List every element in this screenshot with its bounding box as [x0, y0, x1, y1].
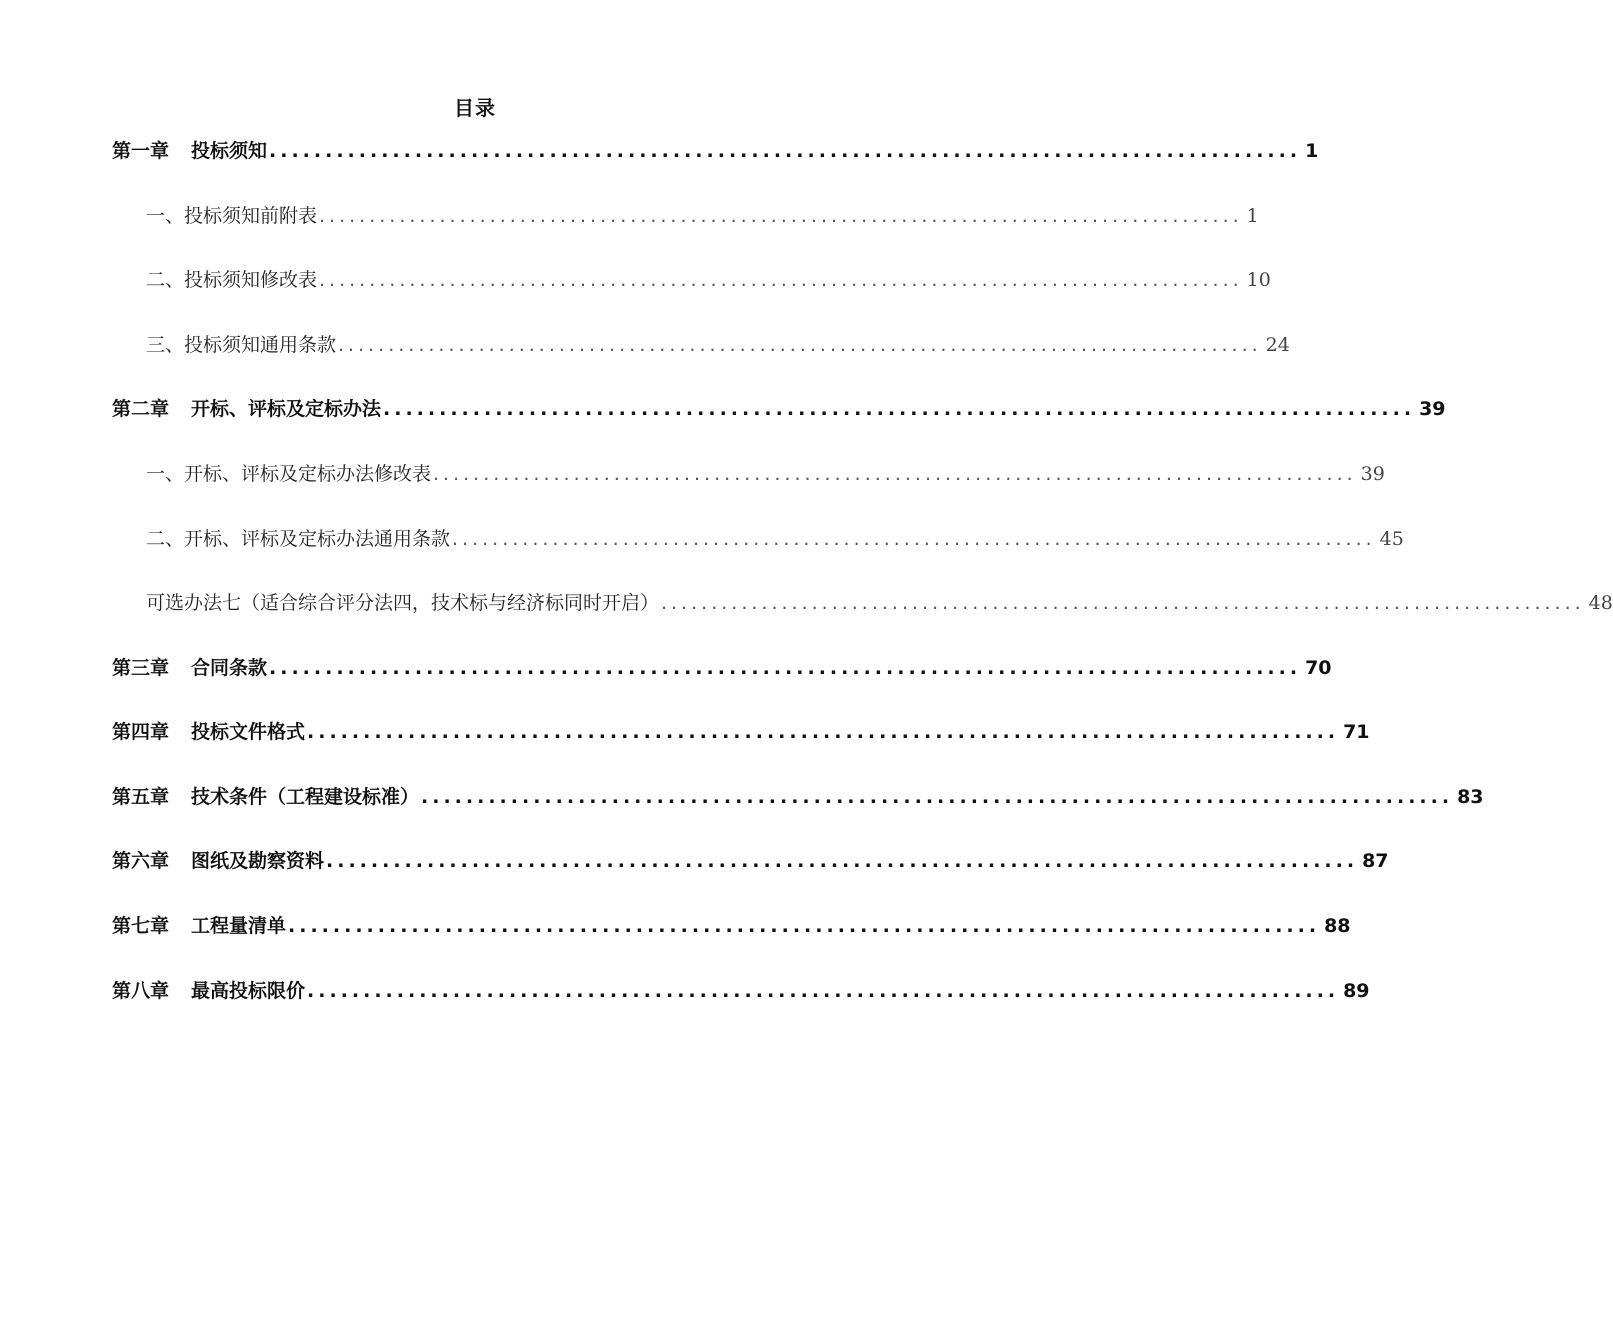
dot-leader: ............................................................................................ — [269, 140, 1302, 162]
section-title: 一、开标、评标及定标办法修改表 — [146, 463, 432, 485]
chapter-number: 第七章 — [112, 915, 170, 937]
toc-entry-section[interactable] — [112, 265, 1271, 305]
page-number: 48 — [1588, 592, 1613, 614]
chapter-title: 投标须知 — [191, 140, 268, 162]
dot-leader: ............................................................................................ — [269, 657, 1302, 679]
toc-entry-section[interactable] — [112, 588, 1613, 628]
chapter-number: 第二章 — [112, 398, 170, 420]
chapter-number: 第一章 — [112, 140, 170, 162]
toc-entry-section[interactable] — [112, 459, 1385, 499]
chapter-title: 最高投标限价 — [191, 980, 306, 1002]
chapter-number: 第六章 — [112, 850, 170, 872]
page-number: 88 — [1324, 915, 1351, 937]
chapter-number: 第四章 — [112, 721, 170, 743]
page-number: 70 — [1305, 657, 1332, 679]
chapter-number: 第八章 — [112, 980, 170, 1002]
page-number: 1 — [1305, 140, 1319, 162]
dot-leader: ............................................................................................ — [326, 850, 1359, 872]
toc-entry-label — [112, 717, 305, 744]
toc-entry-section[interactable] — [112, 201, 1259, 241]
toc-entry-chapter-3[interactable] — [112, 653, 1332, 693]
dot-leader: ............................................................................................ — [383, 398, 1416, 420]
dot-leader: ............................................................................................ — [319, 269, 1243, 291]
toc-entry-chapter-8[interactable] — [112, 976, 1370, 1016]
toc-entry-chapter-7[interactable] — [112, 911, 1351, 951]
toc-entry-label — [112, 846, 324, 873]
toc-entry-label — [112, 653, 267, 680]
toc-entry-section[interactable] — [112, 330, 1290, 370]
dot-leader: ............................................................................................ — [338, 334, 1262, 356]
chapter-number: 第五章 — [112, 786, 170, 808]
chapter-title: 图纸及勘察资料 — [191, 850, 325, 872]
dot-leader: ............................................................................................ — [319, 205, 1243, 227]
chapter-number: 第三章 — [112, 657, 170, 679]
toc-entry-chapter-1[interactable] — [112, 136, 1319, 176]
dot-leader: ............................................................................................ — [307, 721, 1340, 743]
toc-entry-label — [112, 136, 267, 163]
chapter-title: 开标、评标及定标办法 — [191, 398, 382, 420]
chapter-title: 合同条款 — [191, 657, 268, 679]
toc-entry-chapter-4[interactable] — [112, 717, 1370, 757]
section-title: 二、投标须知修改表 — [146, 269, 318, 291]
page-number: 87 — [1362, 850, 1389, 872]
toc-title: 目录 — [454, 96, 496, 120]
chapter-title: 工程量清单 — [191, 915, 287, 937]
dot-leader: ............................................................................................ — [421, 786, 1454, 808]
dot-leader: ............................................................................................ — [288, 915, 1321, 937]
page-number: 89 — [1343, 980, 1370, 1002]
dot-leader: ............................................................................................ — [433, 463, 1357, 485]
page-number: 45 — [1379, 528, 1404, 550]
section-title: 二、开标、评标及定标办法通用条款 — [146, 528, 451, 550]
section-title: 一、投标须知前附表 — [146, 205, 318, 227]
chapter-title: 投标文件格式 — [191, 721, 306, 743]
page-number: 83 — [1457, 786, 1484, 808]
toc-entry-label — [112, 394, 381, 421]
dot-leader: ............................................................................................ — [661, 592, 1585, 614]
toc-entry-chapter-2[interactable] — [112, 394, 1446, 434]
toc-entry-chapter-5[interactable] — [112, 782, 1484, 822]
page-number: 10 — [1246, 269, 1271, 291]
page-number: 39 — [1360, 463, 1385, 485]
toc-entry-chapter-6[interactable] — [112, 846, 1389, 886]
page-number: 1 — [1246, 205, 1259, 227]
toc-entry-label — [112, 782, 419, 809]
page-number: 71 — [1343, 721, 1370, 743]
dot-leader: ............................................................................................ — [452, 528, 1376, 550]
chapter-title: 技术条件（工程建设标准） — [191, 786, 420, 808]
page-number: 24 — [1265, 334, 1290, 356]
toc-entry-label — [112, 976, 305, 1003]
toc-entry-label — [112, 911, 286, 938]
section-title: 可选办法七（适合综合评分法四，技术标与经济标同时开启） — [146, 592, 660, 614]
toc-entry-section[interactable] — [112, 524, 1404, 564]
section-title: 三、投标须知通用条款 — [146, 334, 337, 356]
page-number: 39 — [1419, 398, 1446, 420]
dot-leader: ............................................................................................ — [307, 980, 1340, 1002]
